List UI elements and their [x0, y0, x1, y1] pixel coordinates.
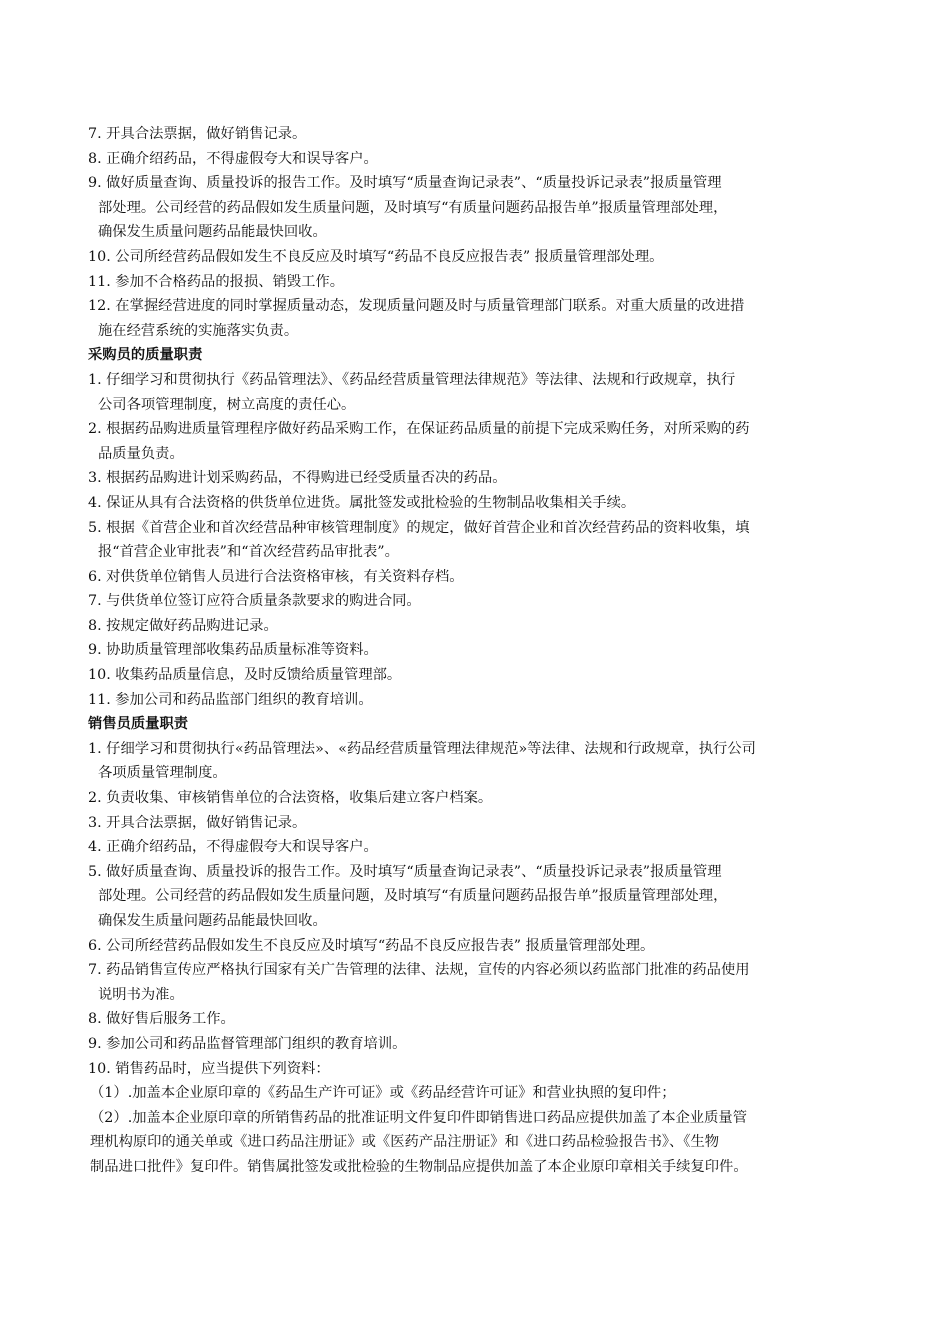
list-item	[88, 147, 868, 172]
list-item	[88, 466, 868, 491]
text-line: 10. 收集药品质量信息，及时反馈给质量管理部。	[88, 667, 402, 684]
text-line: 1. 仔细学习和贯彻执行«药品管理法»、«药品经营质量管理法律规范»等法律、法规和行政规章，执行公司	[88, 740, 756, 757]
text-line: 理机构原印的通关单或《进口药品注册证》或《医药产品注册证》和《进口药品检验报告书》、《生物	[90, 1134, 720, 1151]
text-line: 3. 开具合法票据，做好销售记录。	[88, 814, 307, 831]
list-item	[88, 368, 868, 417]
text-line: 部处理。公司经营的药品假如发生质量问题，及时填写“有质量问题药品报告单”报质量管理部处理，	[98, 888, 728, 905]
text-line: 11. 参加公司和药品监部门组织的教育培训。	[88, 691, 373, 708]
text-line: 采购员的质量职责	[88, 347, 203, 364]
text-line: 7. 开具合法票据，做好销售记录。	[88, 126, 307, 142]
list-item	[88, 589, 868, 614]
list-item	[88, 638, 868, 663]
list-item	[88, 811, 868, 836]
list-item	[88, 294, 868, 343]
section-heading	[88, 343, 868, 368]
list-item	[88, 663, 868, 688]
section-heading	[88, 712, 868, 737]
text-line: 8. 正确介绍药品，不得虚假夸大和误导客户。	[88, 150, 378, 167]
text-line: （2）.加盖本企业原印章的所销售药品的批准证明文件复印件即销售进口药品应提供加盖了本企业质量管	[90, 1109, 747, 1126]
text-line: 7. 与供货单位签订应符合质量条款要求的购进合同。	[88, 593, 421, 610]
list-item	[88, 1032, 868, 1057]
text-line: 确保发生质量问题药品能最快回收。	[98, 913, 327, 929]
sub-item	[88, 1081, 868, 1106]
list-item	[88, 270, 868, 295]
list-item	[88, 417, 868, 466]
text-line: 3. 根据药品购进计划采购药品，不得购进已经受质量否决的药品。	[88, 470, 507, 487]
text-line: 5. 根据《首营企业和首次经营品种审核管理制度》的规定，做好首营企业和首次经营药品的资料收集，填	[88, 519, 750, 536]
text-line: 8. 做好售后服务工作。	[88, 1011, 235, 1028]
list-item	[88, 122, 868, 147]
text-line: 1. 仔细学习和贯彻执行《药品管理法》、《药品经营质量管理法律规范》等法律、法规和行政规章，执行	[88, 371, 736, 388]
text-line: 公司各项管理制度，树立高度的责任心。	[98, 396, 356, 413]
text-line: 4. 保证从具有合法资格的供货单位进货。属批签发或批检验的生物制品收集相关手续。	[88, 494, 636, 511]
text-line: 确保发生质量问题药品能最快回收。	[98, 224, 327, 241]
text-line: 部处理。公司经营的药品假如发生质量问题，及时填写“有质量问题药品报告单”报质量管理部处理，	[98, 199, 728, 216]
text-line: 9. 做好质量查询、质量投诉的报告工作。及时填写“质量查询记录表”、“质量投诉记录表”报质量管理	[88, 175, 722, 192]
list-item	[88, 737, 868, 786]
text-line: 6. 公司所经营药品假如发生不良反应及时填写“药品不良反应报告表” 报质量管理部处理。	[88, 937, 655, 954]
text-line: 各项质量管理制度。	[98, 765, 227, 782]
text-line: （1）.加盖本企业原印章的《药品生产许可证》或《药品经营许可证》和营业执照的复印件；	[90, 1085, 676, 1102]
text-line: 2. 根据药品购进质量管理程序做好药品采购工作，在保证药品质量的前提下完成采购任务，对所采购的药	[88, 421, 750, 438]
text-line: 报“首营企业审批表”和“首次经营药品审批表”。	[98, 544, 399, 561]
text-line: 施在经营系统的实施落实负责。	[98, 322, 299, 339]
list-item	[88, 958, 868, 1007]
list-item	[88, 860, 868, 934]
text-line: 说明书为准。	[98, 986, 184, 1003]
list-item	[88, 688, 868, 713]
list-item	[88, 614, 868, 639]
document-page	[88, 122, 868, 1180]
list-item	[88, 1007, 868, 1032]
list-item	[88, 1057, 868, 1082]
text-line: 10. 销售药品时，应当提供下列资料：	[88, 1060, 330, 1077]
text-line: 9. 参加公司和药品监督管理部门组织的教育培训。	[88, 1035, 407, 1052]
list-item	[88, 516, 868, 565]
text-line: 4. 正确介绍药品，不得虚假夸大和误导客户。	[88, 839, 378, 856]
list-item	[88, 245, 868, 270]
list-item	[88, 171, 868, 245]
text-line: 7. 药品销售宣传应严格执行国家有关广告管理的法律、法规，宣传的内容必须以药监部门批准的药品使用	[88, 962, 750, 979]
list-item	[88, 786, 868, 811]
text-line: 5. 做好质量查询、质量投诉的报告工作。及时填写“质量查询记录表”、“质量投诉记录表”报质量管理	[88, 863, 722, 880]
text-line: 制品进口批件》复印件。销售属批签发或批检验的生物制品应提供加盖了本企业原印章相关手续复印件。	[90, 1158, 748, 1175]
text-line: 2. 负责收集、审核销售单位的合法资格，收集后建立客户档案。	[88, 790, 493, 807]
list-item	[88, 491, 868, 516]
text-line: 销售员质量职责	[88, 716, 189, 733]
text-line: 9. 协助质量管理部收集药品质量标准等资料。	[88, 642, 378, 659]
text-line: 10. 公司所经营药品假如发生不良反应及时填写“药品不良反应报告表” 报质量管理部处理。	[88, 248, 664, 265]
sub-item	[88, 1106, 868, 1180]
list-item	[88, 835, 868, 860]
text-line: 6. 对供货单位销售人员进行合法资格审核，有关资料存档。	[88, 568, 464, 585]
text-line: 12. 在掌握经营进度的同时掌握质量动态，发现质量问题及时与质量管理部门联系。对重大质量的改进措	[88, 298, 745, 315]
list-item	[88, 565, 868, 590]
text-line: 11. 参加不合格药品的报损、销毁工作。	[88, 273, 345, 290]
text-line: 8. 按规定做好药品购进记录。	[88, 617, 278, 634]
text-line: 品质量负责。	[98, 445, 184, 462]
list-item	[88, 934, 868, 959]
